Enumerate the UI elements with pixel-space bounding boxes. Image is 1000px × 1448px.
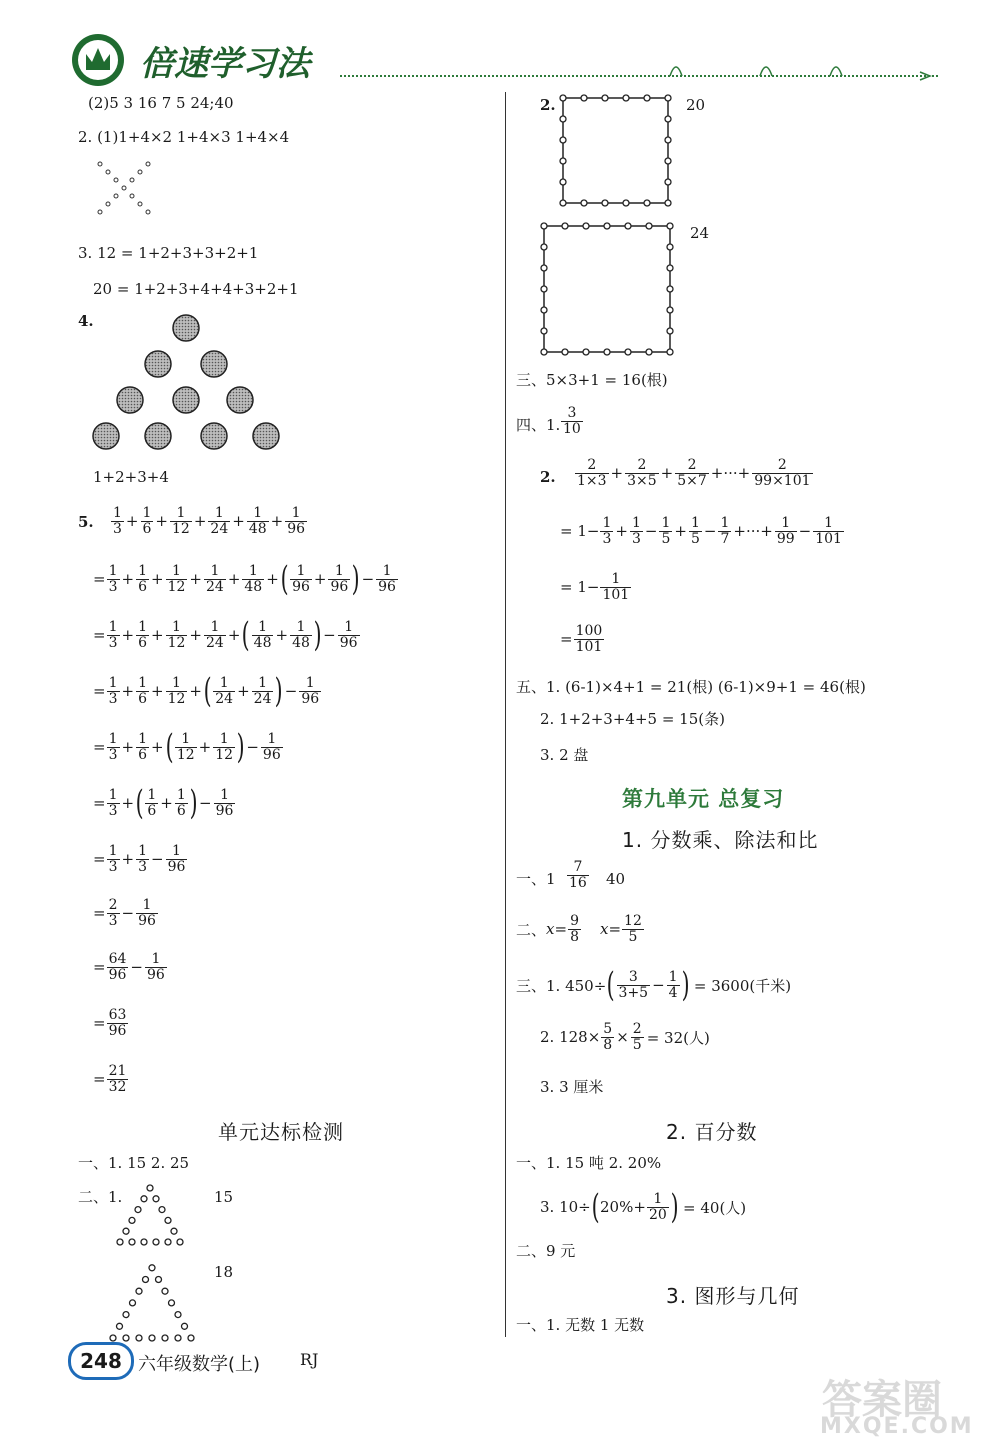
- right-eq-row-3: = 1− $\frac{1}{101}$: [560, 571, 630, 603]
- s1-line-b: 二、 x = $\frac{9}{8}$ x = $\frac{12}{5}$: [516, 913, 642, 945]
- s1-line-d-label: 2. 128×: [540, 1028, 601, 1047]
- s1-line-c-label: 三、1. 450÷: [516, 976, 607, 995]
- answer-line-2: 2. (1)1+4×2 1+4×3 1+4×4: [78, 128, 290, 146]
- right-q4-2-label: 2.: [540, 468, 556, 486]
- section-3-title: 3. 图形与几何: [666, 1284, 800, 1308]
- answer-line-5: 5.: [78, 513, 94, 531]
- s2-line-a: 一、1. 15 吨 2. 20%: [516, 1154, 662, 1172]
- answer-line-1: (2)5 3 16 7 5 24;40: [88, 94, 234, 112]
- eq-row-8: = $\frac{2}{3}$ − $\frac{1}{96}$: [93, 897, 156, 929]
- page-number: 248: [80, 1349, 122, 1373]
- eq-row-5: = $\frac{1}{3}$ + $\frac{1}{6}$ + ( $\frac{1}{12}$ + $\frac{1}{12}$ ) − $\frac{1}{96}$: [93, 727, 281, 767]
- answer-line-4: 4.: [78, 312, 94, 330]
- unit-test-line-1: 一、1. 15 2. 25: [78, 1154, 190, 1172]
- right-q2-count-24: 24: [690, 224, 710, 242]
- brand-title: 倍速学习法: [140, 44, 310, 84]
- unit-test-count-18: 18: [214, 1263, 234, 1281]
- dot-square-24: [538, 220, 678, 360]
- s1-line-e: 3. 3 厘米: [540, 1078, 604, 1096]
- s1-line-b-label: 二、: [516, 920, 547, 939]
- s1-line-d-result: = 32(人): [646, 1028, 710, 1047]
- right-q5-3: 3. 2 盘: [540, 746, 589, 764]
- section-1-title: 1. 分数乘、除法和比: [622, 828, 819, 852]
- right-q4-fraction: $\frac{3}{10}$: [563, 405, 581, 437]
- eq-row-4: = $\frac{1}{3}$ + $\frac{1}{6}$ + $\frac{1}{12}$ + ( $\frac{1}{24}$ + $\frac{1}{24}$ ) − $\frac{1}{96}$: [93, 671, 320, 711]
- right-q5-2: 2. 1+2+3+4+5 = 15(条): [540, 710, 725, 728]
- footer-edition: RJ: [300, 1350, 319, 1369]
- s1-line-c-result: = 3600(千米): [693, 976, 792, 995]
- eq-row-6: = $\frac{1}{3}$ + ( $\frac{1}{6}$ + $\frac{1}{6}$ ) − $\frac{1}{96}$: [93, 783, 234, 823]
- s1-line-c: 三、1. 450÷ ( $\frac{3}{3+5}$ − $\frac{1}{4}$ ) = 3600(千米): [516, 965, 792, 1005]
- watermark-brand: 答案圈: [822, 1377, 942, 1423]
- unit-test-line-2: 二、1.: [78, 1188, 123, 1206]
- eq-row-10: = $\frac{63}{96}$: [93, 1007, 127, 1039]
- s3-line-a: 一、1. 无数 1 无数: [516, 1316, 645, 1334]
- s2-line-b-label: 3. 10÷: [540, 1198, 591, 1216]
- right-q2-label: 2.: [540, 96, 556, 114]
- right-q2-count-20: 20: [686, 96, 706, 114]
- unit-test-title: 单元达标检测: [218, 1120, 344, 1144]
- s1-line-a: 一、1: [516, 870, 556, 888]
- unit-test-count-15: 15: [214, 1188, 234, 1206]
- s1-line-a-fraction: $\frac{7}{16}$: [569, 859, 587, 891]
- answer-line-3b: 20 = 1+2+3+4+4+3+2+1: [93, 280, 299, 298]
- s1-line-d: 2. 128× $\frac{5}{8}$ × $\frac{2}{5}$ = 32(人): [540, 1021, 710, 1053]
- answer-line-3a: 3. 12 = 1+2+3+3+2+1: [78, 244, 259, 262]
- right-eq-row-1: $\frac{2}{1\times 3}$ + $\frac{2}{3\times 5}$ + $\frac{2}{5\times 7}$ +···+ $\frac{2}{99\times 101}$: [577, 457, 811, 489]
- eq-row-1: $\frac{1}{3}$ + $\frac{1}{6}$ + $\frac{1}{12}$ + $\frac{1}{24}$ + $\frac{1}{48}$ + $\frac{1}{96}$: [113, 505, 306, 537]
- footer-book: 六年级数学(上): [138, 1354, 261, 1375]
- answer-line-4-sum: 1+2+3+4: [93, 468, 169, 486]
- right-eq-row-2: = 1− $\frac{1}{3}$ + $\frac{1}{3}$ − $\frac{1}{5}$ + $\frac{1}{5}$ − $\frac{1}{7}$ +···+ $\frac{1}{99}$ − $\frac{1}{101}$: [560, 515, 842, 547]
- eq-row-9: = $\frac{64}{96}$ − $\frac{1}{96}$: [93, 951, 165, 983]
- section-2-title: 2. 百分数: [666, 1120, 758, 1144]
- right-q5-1: 五、1. (6-1)×4+1 = 21(根) (6-1)×9+1 = 46(根): [516, 678, 866, 696]
- watermark-site: MXQE.COM: [820, 1414, 974, 1439]
- eq-row-3: = $\frac{1}{3}$ + $\frac{1}{6}$ + $\frac{1}{12}$ + $\frac{1}{24}$ + ( $\frac{1}{48}$ + $\frac{1}{48}$ ) − $\frac{1}{96}$: [93, 615, 358, 655]
- column-divider: [505, 92, 506, 1337]
- right-q3: 三、5×3+1 = 16(根): [516, 371, 668, 389]
- header: [60, 28, 950, 92]
- eq-row-7: = $\frac{1}{3}$ + $\frac{1}{3}$ − $\frac{1}{96}$: [93, 843, 186, 875]
- s1-line-a-40: 40: [606, 870, 626, 888]
- eq-row-2: = $\frac{1}{3}$ + $\frac{1}{6}$ + $\frac{1}{12}$ + $\frac{1}{24}$ + $\frac{1}{48}$ + ( $\frac{1}{96}$ + $\frac{1}{96}$ ) − $\frac{1}{96}$: [93, 559, 396, 599]
- s2-line-b-result: = 40(人): [683, 1198, 747, 1217]
- dot-x-figure: [92, 158, 162, 228]
- page-number-badge: [68, 1342, 134, 1380]
- right-eq-row-4: = $\frac{100}{101}$: [560, 623, 603, 655]
- right-q4-label: 四、1.: [516, 416, 561, 434]
- dot-square-20: [557, 92, 677, 212]
- s2-line-b: 3. 10÷ ( 20%+ $\frac{1}{20}$ ) = 40(人): [540, 1187, 747, 1227]
- header-dotted-line: [60, 28, 950, 92]
- s2-line-c: 二、9 元: [516, 1242, 576, 1260]
- unit9-title: 第九单元 总复习: [622, 787, 785, 811]
- dot-triangle-18: [105, 1258, 215, 1348]
- eq-row-11: = $\frac{21}{32}$: [93, 1063, 127, 1095]
- circle-triangle-figure: [88, 310, 288, 460]
- dot-triangle-15: [112, 1182, 212, 1252]
